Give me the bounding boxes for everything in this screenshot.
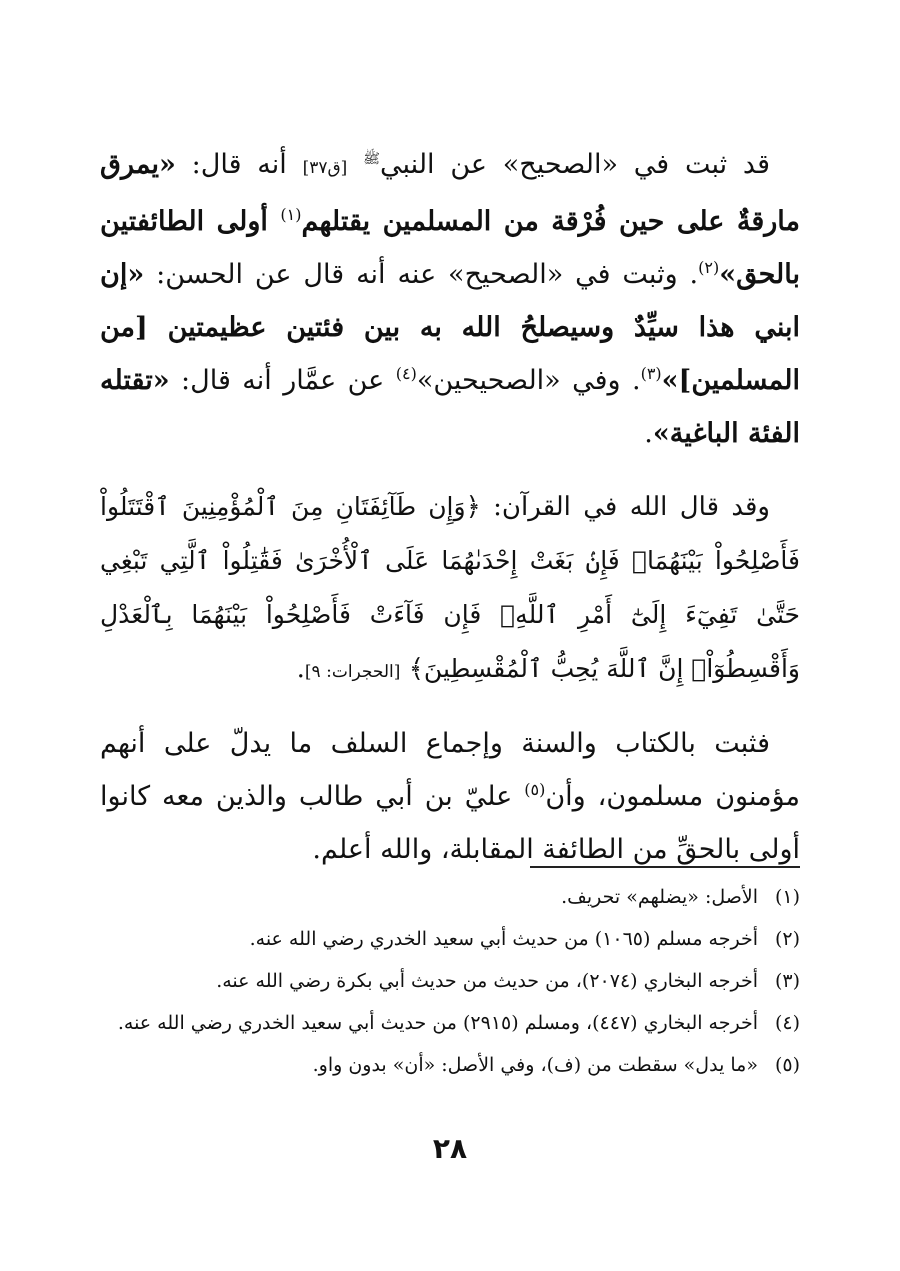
footnote-ref[interactable]: (٤) [395, 364, 417, 383]
quran-open-bracket: ﴿ [465, 492, 481, 522]
text: . وثبت في «الصحيح» عنه أنه قال عن الحسن: [144, 259, 699, 290]
quran-close-bracket: ﴾ [408, 654, 424, 684]
hadith-quote: «يمرق مارقةٌ على حين فُرْقة من المسلمين يقتلهم [100, 149, 800, 237]
paragraph-conclusion [100, 717, 800, 876]
footnote-item [100, 1002, 800, 1044]
paragraph-quran [100, 480, 800, 699]
text: عن عمَّار أنه قال: [169, 365, 396, 396]
quran-verse: وَإِن طَآئِفَتَانِ مِنَ ٱلْمُؤْمِنِينَ ٱقْتَتَلُواْ فَأَصْلِحُواْ بَيْنَهُمَاۖ فَإِنۢ بَغَتْ إِحْدَىٰهُمَا عَلَى ٱلْأُخْرَىٰ فَقَٰتِلُواْ ٱلَّتِي تَبْغِي حَتَّىٰ تَفِيٓءَ إِلَىٰٓ أَمْرِ ٱللَّهِۚ فَإِن فَآءَتْ فَأَصْلِحُواْ بَيْنَهُمَا بِٱلْعَدْلِ وَأَقْسِطُوٓاْۖ إِنَّ ٱللَّهَ يُحِبُّ ٱلْمُقْسِطِينَ [100, 492, 800, 683]
text: وقد قال الله في القرآن: [480, 492, 770, 522]
footnote-text: الأصل: «يضلهم» تحريف. [561, 886, 758, 908]
footnote-ref[interactable]: (٥) [524, 780, 546, 799]
text: قد ثبت في «الصحيح» عن النبي [380, 149, 770, 180]
footnote-text: أخرجه مسلم (١٠٦٥) من حديث أبي سعيد الخدري رضي الله عنه. [249, 928, 758, 950]
footnote-item [100, 960, 800, 1002]
quran-reference: [الحجرات: ٩] [304, 662, 401, 682]
footnote-text: «ما يدل» سقطت من (ف)، وفي الأصل: «أن» بدون واو. [312, 1054, 758, 1076]
footnote-number: (٣) [774, 970, 800, 992]
footnote-number: (٢) [774, 928, 800, 950]
footnote-ref[interactable]: (١) [280, 205, 302, 224]
footnote-item [100, 918, 800, 960]
text: . وفي «الصحيحين» [416, 365, 641, 396]
salutation-symbol: ﷺ [363, 151, 381, 167]
paragraph-hadith [100, 138, 800, 460]
footnote-ref[interactable]: (٣) [640, 364, 662, 383]
footnote-number: (٤) [774, 1012, 800, 1034]
footnote-text: أخرجه البخاري (٢٠٧٤)، من حديث من حديث أبي بكرة رضي الله عنه. [216, 970, 758, 992]
footnote-item [100, 1044, 800, 1086]
hadith-quote: أولى الطائفتين بالحق» [100, 206, 800, 290]
manuscript-ref: [ق٣٧] [302, 158, 348, 178]
footnote-ref[interactable]: (٢) [698, 258, 720, 277]
page-number: ٢٨ [432, 1132, 468, 1165]
footnote-number: (١) [774, 886, 800, 908]
footnotes [100, 876, 800, 1086]
hadith-quote: «إن ابني هذا سيِّدٌ وسيصلحُ الله به بين فئتين عظيمتين [من المسلمين]» [100, 259, 800, 396]
text: . [644, 418, 653, 449]
text: أنه قال: [175, 149, 303, 180]
footnote-number: (٥) [774, 1054, 800, 1076]
footnote-item [100, 876, 800, 918]
main-text [100, 138, 800, 896]
hadith-quote: «تقتله الفئة الباغية» [100, 365, 800, 449]
footnote-divider [530, 866, 800, 868]
text: فثبت بالكتاب والسنة وإجماع السلف ما يدلّ على أنهم مؤمنون مسلمون، وأن [100, 728, 800, 812]
footnote-text: أخرجه البخاري (٤٤٧)، ومسلم (٢٩١٥) من حديث أبي سعيد الخدري رضي الله عنه. [117, 1012, 758, 1034]
text: عليّ بن أبي طالب والذين معه كانوا أولى بالحقِّ من الطائفة المقابلة، والله أعلم. [100, 781, 800, 865]
text: . [296, 654, 305, 684]
